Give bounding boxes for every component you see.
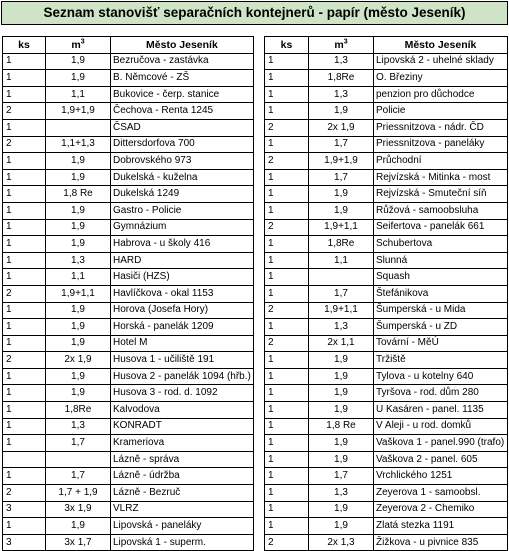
table-row: [3, 368, 254, 385]
ks-cell: 2: [265, 119, 309, 136]
place-cell: Rejvízská - Mitinka - most: [374, 169, 508, 186]
place-cell: Žižkova - u pivnice 835: [374, 534, 508, 551]
table-row: [265, 153, 508, 170]
place-cell: Dittersdorfova 700: [111, 136, 254, 153]
place-cell: HARD: [111, 252, 254, 269]
table-row: [265, 418, 508, 435]
ks-cell: 1: [265, 186, 309, 203]
volume-cell: 1,9: [309, 103, 374, 120]
place-cell: ČSAD: [111, 119, 254, 136]
ks-cell: 1: [3, 468, 46, 485]
volume-cell: 1,7: [309, 285, 374, 302]
ks-cell: 1: [265, 53, 309, 70]
table-row: [3, 186, 254, 203]
volume-cell: 1,7: [309, 468, 374, 485]
place-cell: Schubertova: [374, 236, 508, 253]
place-cell: Gastro - Policie: [111, 202, 254, 219]
ks-cell: 1: [3, 153, 46, 170]
ks-cell: 1: [265, 418, 309, 435]
place-cell: Zlatá stezka 1191: [374, 518, 508, 535]
table-row: [265, 53, 508, 70]
table-row: [265, 202, 508, 219]
place-cell: O. Březiny: [374, 70, 508, 87]
table-row: [265, 501, 508, 518]
volume-cell: 1,7 + 1,9: [46, 485, 111, 502]
volume-cell: 3x 1,9: [46, 501, 111, 518]
place-cell: V Aleji - u rod. domků: [374, 418, 508, 435]
volume-cell: 2x 1,9: [46, 352, 111, 369]
table-row: [3, 252, 254, 269]
place-cell: Seifertova - panelák 661: [374, 219, 508, 236]
ks-cell: 1: [265, 236, 309, 253]
header-ks: ks: [265, 37, 309, 54]
ks-cell: 1: [3, 86, 46, 103]
volume-cell: 1,9: [309, 186, 374, 203]
place-cell: Priessnitzova - paneláky: [374, 136, 508, 153]
left-table-body: [3, 53, 254, 551]
table-row: [265, 485, 508, 502]
volume-cell: 1,9: [46, 169, 111, 186]
table-row: [3, 385, 254, 402]
table-row: [265, 335, 508, 352]
place-cell: Průchodní: [374, 153, 508, 170]
ks-cell: 1: [265, 435, 309, 452]
volume-cell: 1,7: [46, 435, 111, 452]
volume-cell: 3x 1,7: [46, 534, 111, 551]
table-row: [265, 451, 508, 468]
table-row: [265, 319, 508, 336]
place-cell: Čechova - Renta 1245: [111, 103, 254, 120]
place-cell: VLRZ: [111, 501, 254, 518]
table-row: [3, 534, 254, 551]
volume-cell: 1,9: [309, 402, 374, 419]
table-row: [265, 534, 508, 551]
table-row: [265, 435, 508, 452]
place-cell: Priessnitzova - nádr. ČD: [374, 119, 508, 136]
volume-cell: 1,3: [309, 53, 374, 70]
volume-cell: 1,9: [309, 352, 374, 369]
table-row: [3, 451, 254, 468]
table-row: [3, 70, 254, 87]
volume-cell: 1,1+1,3: [46, 136, 111, 153]
table-row: [265, 236, 508, 253]
place-cell: Lipovská 2 - uhelné sklady: [374, 53, 508, 70]
table-row: [265, 219, 508, 236]
volume-cell: 1,9: [46, 518, 111, 535]
ks-cell: 1: [265, 136, 309, 153]
table-row: [3, 269, 254, 286]
header-row: [3, 37, 254, 54]
ks-cell: 3: [3, 501, 46, 518]
volume-cell: 2x 1,9: [309, 119, 374, 136]
place-cell: Tržiště: [374, 352, 508, 369]
volume-cell: 1,9: [46, 368, 111, 385]
ks-cell: 1: [265, 451, 309, 468]
volume-cell: [309, 269, 374, 286]
header-place: Město Jeseník: [111, 37, 254, 54]
ks-cell: [3, 451, 46, 468]
table-row: [265, 70, 508, 87]
table-row: [3, 153, 254, 170]
ks-cell: 1: [3, 169, 46, 186]
place-cell: Horova (Josefa Hory): [111, 302, 254, 319]
ks-cell: 1: [3, 70, 46, 87]
table-row: [3, 352, 254, 369]
volume-cell: 1,3: [46, 418, 111, 435]
place-cell: Tovární - MěÚ: [374, 335, 508, 352]
table-row: [3, 236, 254, 253]
header-m3: $m^3$: [309, 37, 374, 54]
header-row: [265, 37, 508, 54]
volume-cell: 1,8 Re: [309, 418, 374, 435]
ks-cell: 2: [3, 136, 46, 153]
table-row: [3, 219, 254, 236]
ks-cell: 1: [265, 518, 309, 535]
place-cell: Šumperská - u ZD: [374, 319, 508, 336]
ks-cell: 2: [265, 302, 309, 319]
table-row: [3, 501, 254, 518]
place-cell: Štefánikova: [374, 285, 508, 302]
ks-cell: 1: [265, 368, 309, 385]
ks-cell: 1: [265, 319, 309, 336]
ks-cell: 1: [3, 53, 46, 70]
ks-cell: 2: [3, 485, 46, 502]
place-cell: Hasiči (HZS): [111, 269, 254, 286]
place-cell: Lázně - Bezruč: [111, 485, 254, 502]
volume-cell: 1,9: [309, 385, 374, 402]
volume-cell: 2x 1,1: [309, 335, 374, 352]
ks-cell: 1: [3, 368, 46, 385]
volume-cell: 1,1: [46, 86, 111, 103]
volume-cell: 1,1: [309, 252, 374, 269]
volume-cell: 1,8 Re: [46, 186, 111, 203]
place-cell: Horská - panelák 1209: [111, 319, 254, 336]
volume-cell: [46, 119, 111, 136]
ks-cell: 1: [265, 501, 309, 518]
table-row: [3, 435, 254, 452]
place-cell: Vaškova 1 - panel.990 (trafo): [374, 435, 508, 452]
volume-cell: 1,3: [46, 252, 111, 269]
place-cell: Lázně - správa: [111, 451, 254, 468]
ks-cell: 2: [265, 153, 309, 170]
ks-cell: 1: [3, 518, 46, 535]
ks-cell: 1: [3, 202, 46, 219]
table-row: [3, 119, 254, 136]
table-row: [3, 468, 254, 485]
left-table: [2, 36, 254, 551]
ks-cell: 1: [3, 186, 46, 203]
volume-cell: 1,9+1,1: [309, 219, 374, 236]
place-cell: Slunná: [374, 252, 508, 269]
ks-cell: 1: [3, 385, 46, 402]
place-cell: KONRADT: [111, 418, 254, 435]
place-cell: Zeyerova 2 - Chemiko: [374, 501, 508, 518]
place-cell: Bezručova - zastávka: [111, 53, 254, 70]
table-row: [265, 302, 508, 319]
volume-cell: 1,9: [46, 70, 111, 87]
volume-cell: [46, 451, 111, 468]
volume-cell: 1,9: [46, 202, 111, 219]
volume-cell: 1,9: [309, 501, 374, 518]
place-cell: Husova 1 - učiliště 191: [111, 352, 254, 369]
table-row: [265, 186, 508, 203]
place-cell: Vaškova 2 - panel. 605: [374, 451, 508, 468]
table-row: [3, 285, 254, 302]
volume-cell: 1,1: [46, 269, 111, 286]
volume-cell: 1,9+1,1: [309, 302, 374, 319]
ks-cell: 1: [265, 285, 309, 302]
ks-cell: 1: [265, 385, 309, 402]
right-table-body: [265, 53, 508, 551]
place-cell: Kalvodova: [111, 402, 254, 419]
place-cell: U Kasáren - panel. 1135: [374, 402, 508, 419]
ks-cell: 1: [3, 269, 46, 286]
table-row: [265, 518, 508, 535]
table-row: [3, 319, 254, 336]
table-row: [265, 252, 508, 269]
place-cell: Hotel M: [111, 335, 254, 352]
ks-cell: 2: [3, 285, 46, 302]
place-cell: Zeyerova 1 - samoobsl.: [374, 485, 508, 502]
place-cell: Policie: [374, 103, 508, 120]
volume-cell: 1,7: [309, 169, 374, 186]
volume-cell: 1,9: [46, 385, 111, 402]
volume-cell: 1,9+1,9: [46, 103, 111, 120]
table-row: [3, 485, 254, 502]
ks-cell: 1: [265, 352, 309, 369]
table-row: [3, 169, 254, 186]
table-row: [265, 119, 508, 136]
header-m3: $m^3$: [46, 37, 111, 54]
place-cell: Růžová - samoobsluha: [374, 202, 508, 219]
ks-cell: 1: [265, 485, 309, 502]
ks-cell: 1: [3, 252, 46, 269]
header-place: Město Jeseník: [374, 37, 508, 54]
place-cell: penzion pro důchodce: [374, 86, 508, 103]
ks-cell: 1: [3, 236, 46, 253]
place-cell: Tylova - u kotelny 640: [374, 368, 508, 385]
place-cell: Lázně - údržba: [111, 468, 254, 485]
volume-cell: 1,3: [309, 485, 374, 502]
place-cell: Lipovská - paneláky: [111, 518, 254, 535]
ks-cell: 2: [265, 335, 309, 352]
volume-cell: 1,9: [46, 219, 111, 236]
place-cell: Krameriova: [111, 435, 254, 452]
volume-cell: 1,9: [46, 53, 111, 70]
place-cell: Husova 3 - rod. d. 1092: [111, 385, 254, 402]
ks-cell: 1: [3, 335, 46, 352]
table-row: [265, 269, 508, 286]
table-row: [265, 103, 508, 120]
volume-cell: 1,8Re: [309, 236, 374, 253]
volume-cell: 1,3: [309, 86, 374, 103]
volume-cell: 1,9: [46, 319, 111, 336]
table-row: [3, 418, 254, 435]
table-row: [3, 136, 254, 153]
place-cell: Dobrovského 973: [111, 153, 254, 170]
table-row: [3, 302, 254, 319]
ks-cell: 1: [265, 402, 309, 419]
volume-cell: 1,9: [46, 335, 111, 352]
volume-cell: 1,9: [309, 451, 374, 468]
ks-cell: 1: [265, 252, 309, 269]
ks-cell: 1: [3, 219, 46, 236]
volume-cell: 2x 1,3: [309, 534, 374, 551]
ks-cell: 2: [265, 219, 309, 236]
ks-cell: 1: [265, 202, 309, 219]
header-ks: ks: [3, 37, 46, 54]
volume-cell: 1,9: [309, 435, 374, 452]
table-row: [265, 136, 508, 153]
volume-cell: 1,3: [309, 319, 374, 336]
ks-cell: 2: [3, 352, 46, 369]
right-table: [264, 36, 508, 551]
place-cell: Squash: [374, 269, 508, 286]
place-cell: Havlíčkova - okal 1153: [111, 285, 254, 302]
ks-cell: 1: [265, 468, 309, 485]
table-row: [265, 402, 508, 419]
place-cell: Husova 2 - panelák 1094 (hřb.): [111, 368, 254, 385]
volume-cell: 1,9: [309, 368, 374, 385]
table-row: [265, 368, 508, 385]
sheet-title: Seznam stanovišť separačních kontejnerů - papír (město Jeseník): [1, 1, 508, 25]
table-row: [265, 285, 508, 302]
ks-cell: 3: [3, 534, 46, 551]
table-row: [265, 86, 508, 103]
table-row: [265, 169, 508, 186]
volume-cell: 1,9+1,9: [309, 153, 374, 170]
ks-cell: 1: [3, 435, 46, 452]
table-row: [3, 518, 254, 535]
place-cell: Dukelská 1249: [111, 186, 254, 203]
ks-cell: 1: [265, 103, 309, 120]
volume-cell: 1,9: [309, 202, 374, 219]
volume-cell: 1,7: [309, 136, 374, 153]
table-row: [265, 468, 508, 485]
ks-cell: 1: [3, 302, 46, 319]
place-cell: Šumperská - u Mida: [374, 302, 508, 319]
table-row: [265, 352, 508, 369]
place-cell: B. Němcové - ZŠ: [111, 70, 254, 87]
volume-cell: 1,9: [309, 518, 374, 535]
table-row: [3, 53, 254, 70]
table-row: [3, 86, 254, 103]
ks-cell: 1: [265, 70, 309, 87]
volume-cell: 1,9: [46, 153, 111, 170]
place-cell: Lipovská 1 - superm.: [111, 534, 254, 551]
table-row: [3, 335, 254, 352]
place-cell: Habrova - u školy 416: [111, 236, 254, 253]
volume-cell: 1,9: [46, 302, 111, 319]
place-cell: Vrchlického 1251: [374, 468, 508, 485]
ks-cell: 1: [265, 86, 309, 103]
table-row: [3, 202, 254, 219]
volume-cell: 1,7: [46, 468, 111, 485]
ks-cell: 1: [3, 119, 46, 136]
table-row: [3, 103, 254, 120]
ks-cell: 1: [3, 319, 46, 336]
place-cell: Bukovice - čerp. stanice: [111, 86, 254, 103]
volume-cell: 1,9: [46, 236, 111, 253]
table-row: [3, 402, 254, 419]
volume-cell: 1,9+1,1: [46, 285, 111, 302]
volume-cell: 1,8Re: [46, 402, 111, 419]
place-cell: Tyršova - rod. dům 280: [374, 385, 508, 402]
ks-cell: 1: [3, 402, 46, 419]
ks-cell: 1: [265, 169, 309, 186]
ks-cell: 1: [265, 269, 309, 286]
place-cell: Dukelská - kuželna: [111, 169, 254, 186]
ks-cell: 2: [265, 534, 309, 551]
place-cell: Rejvízská - Smuteční síň: [374, 186, 508, 203]
table-row: [265, 385, 508, 402]
ks-cell: 2: [3, 103, 46, 120]
ks-cell: 1: [3, 418, 46, 435]
volume-cell: 1,8Re: [309, 70, 374, 87]
place-cell: Gymnázium: [111, 219, 254, 236]
